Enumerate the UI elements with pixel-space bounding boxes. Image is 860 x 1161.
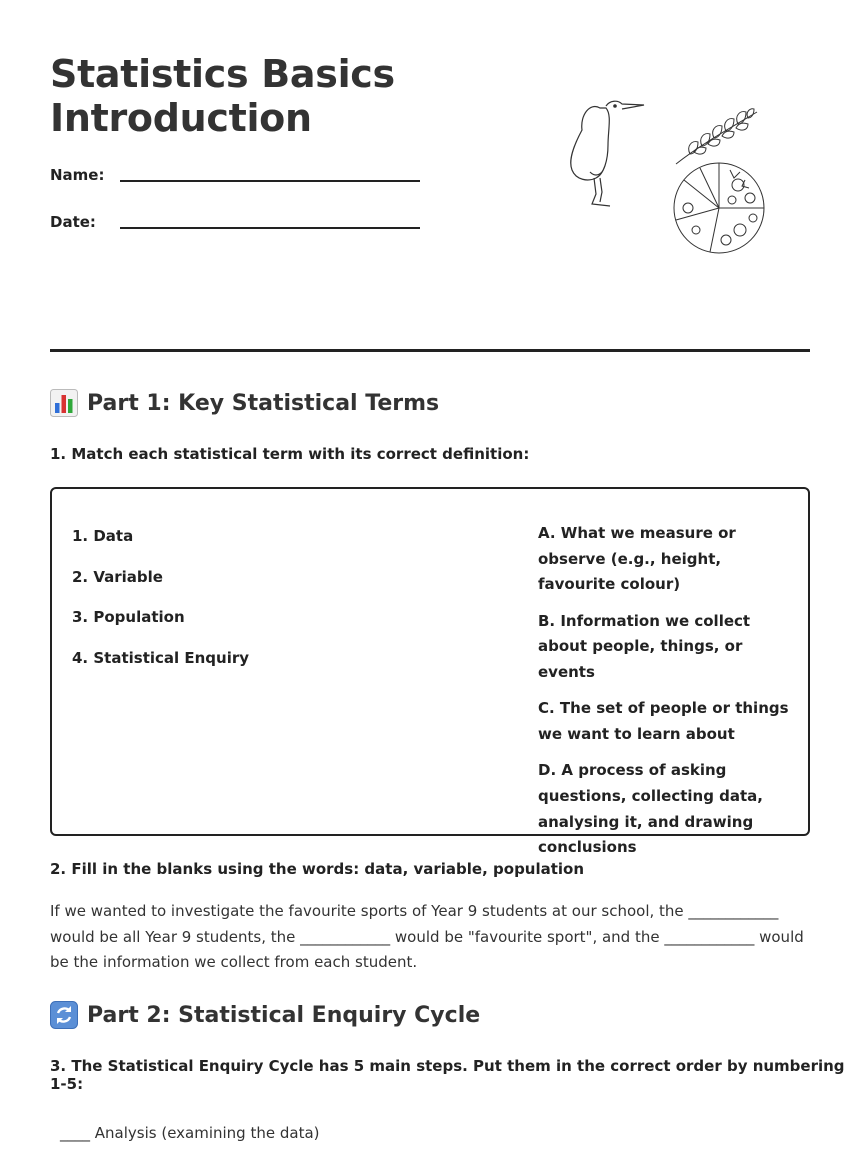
terms-list: [72, 525, 249, 687]
name-label: Name:: [50, 166, 105, 184]
name-line[interactable]: [120, 180, 420, 182]
section-divider: [50, 349, 810, 352]
term-item: 4. Statistical Enquiry: [72, 648, 250, 667]
illustration: [560, 90, 780, 260]
page-title: [50, 52, 395, 140]
definition-item: C. The set of people or things we want to learn about: [538, 699, 789, 743]
step-item: ____ Analysis (examining the data): [60, 1124, 320, 1142]
fern-branch-icon: [676, 109, 757, 164]
question-3: 3. The Statistical Enquiry Cycle has 5 main steps. Put them in the correct order by numbering 1-5:: [50, 1057, 845, 1093]
part1-heading-text: Part 1: Key Statistical Terms: [87, 390, 440, 416]
part2-heading: [50, 1001, 480, 1029]
bar-chart-icon: [50, 389, 78, 417]
term-item: 3. Population: [72, 608, 185, 626]
definition-item: D. A process of asking questions, collecting data, analysing it, and drawing conclusions: [538, 761, 764, 857]
definitions-list: [538, 525, 793, 875]
term-item: 2. Variable: [72, 567, 163, 586]
part2-heading-text: Part 2: Statistical Enquiry Cycle: [87, 1002, 481, 1028]
date-label: Date:: [50, 213, 96, 231]
fill-in-paragraph: If we wanted to investigate the favourite sports of Year 9 students at our school, the ____________ would be all Year 9 students, the ____________ would be "favourite sport", and the ____________ would be the information we collect from each student.: [50, 902, 804, 971]
term-item: 1. Data: [72, 527, 134, 545]
title-line-2: Introduction: [50, 96, 312, 140]
cycle-arrows-icon: [50, 1001, 78, 1029]
date-line[interactable]: [120, 227, 420, 229]
question-1: 1. Match each statistical term with its correct definition:: [50, 445, 530, 463]
kiwi-bird-icon: [571, 101, 644, 206]
title-line-1: Statistics Basics: [50, 52, 395, 96]
definition-item: A. What we measure or observe (e.g., height, favourite colour): [538, 524, 736, 594]
part1-heading: [50, 389, 439, 417]
matching-box: [50, 487, 810, 857]
flower-pie-chart-icon: [674, 163, 764, 253]
question-2: 2. Fill in the blanks using the words: data, variable, population: [50, 860, 585, 878]
definition-item: B. Information we collect about people, things, or events: [538, 611, 751, 682]
